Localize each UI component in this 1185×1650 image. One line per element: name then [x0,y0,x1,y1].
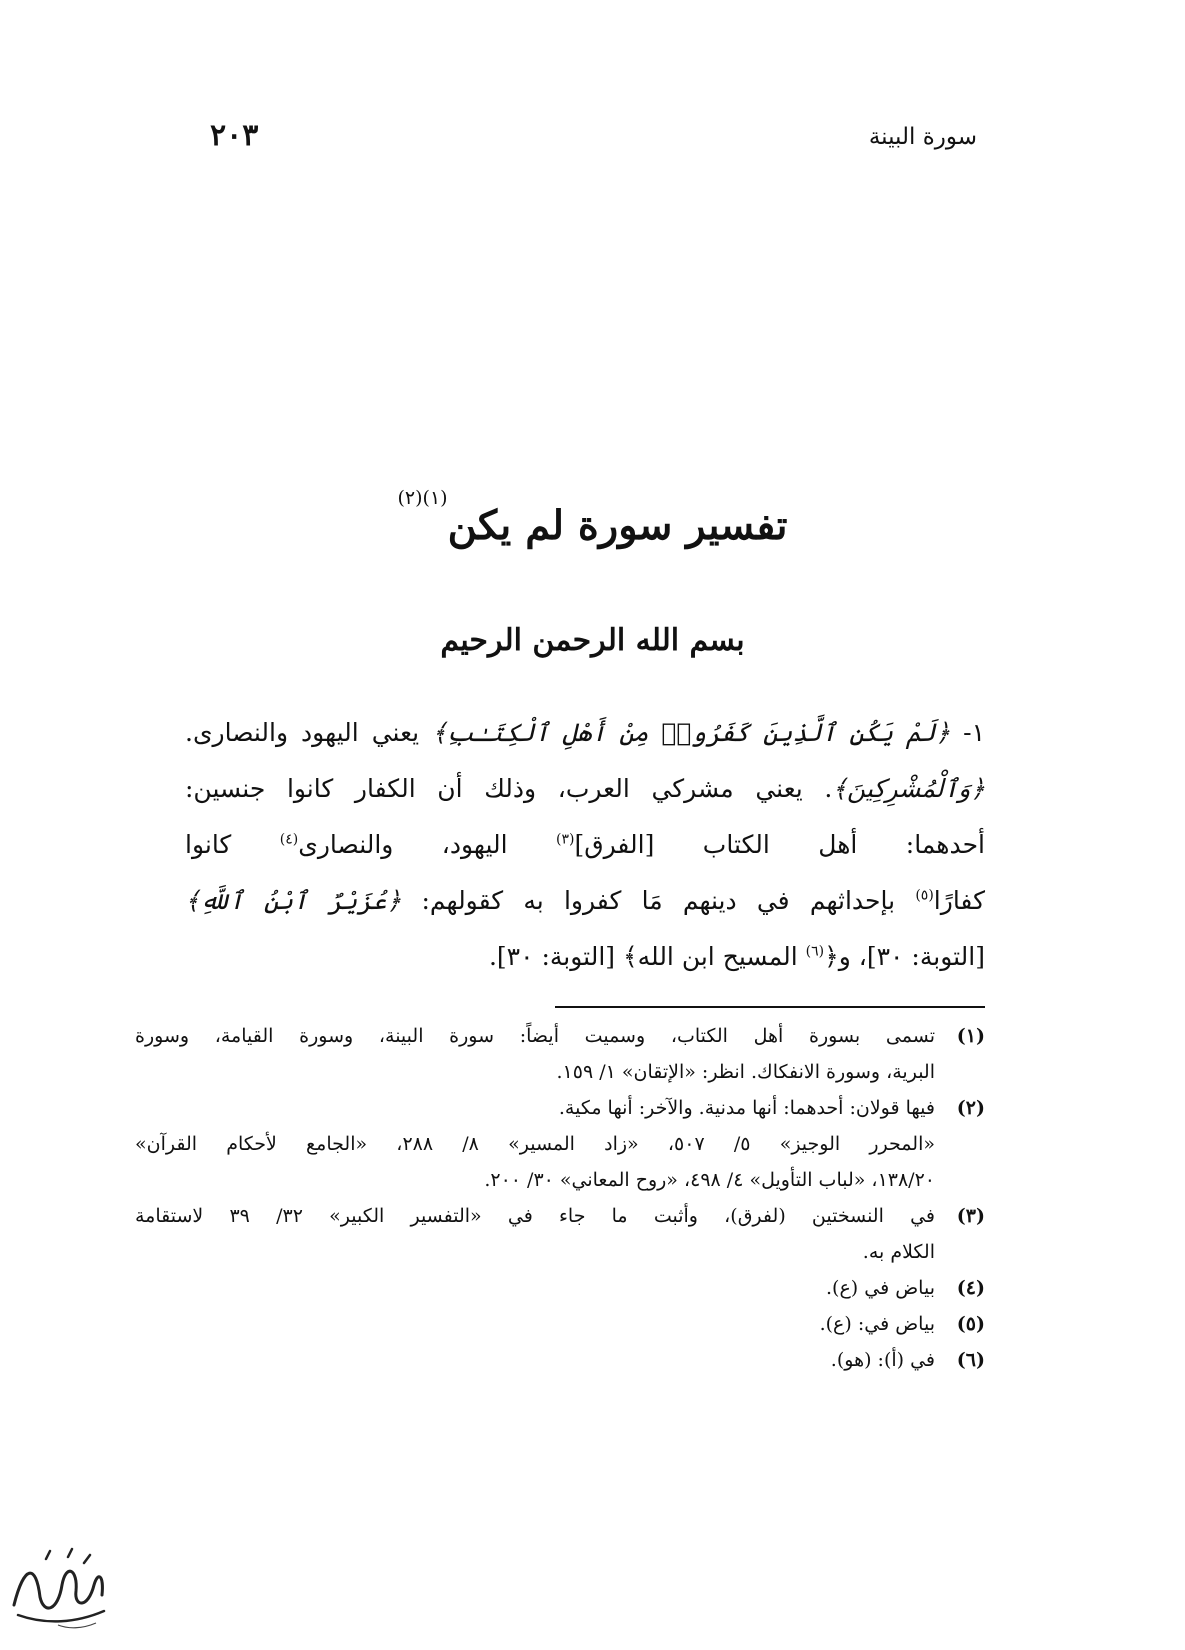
body-text-run: بإحداثهم في دينهم مَا كفروا به كقولهم: [401,886,916,915]
calligraphic-stamp-icon [6,1545,110,1633]
footnote-line: في النسختين (لفرق)، وأثبت ما جاء في «التفسير الكبير» ٣٢/ ٣٩ لاستقامة [135,1205,935,1227]
footnote-line: فيها قولان: أحدهما: أنها مدنية. والآخر: أنها مكية. [558,1097,935,1119]
footnote-number: (٢) [956,1097,985,1119]
footnote-number: (٤) [956,1277,985,1299]
footnote-line: «المحرر الوجيز» ٥/ ٥٠٧، «زاد المسير» ٨/ ٢٨٨، «الجامع لأحكام القرآن» [135,1133,935,1155]
body-text-run: يعني اليهود والنصارى. [185,718,433,747]
footnote-number: (٣) [956,1205,985,1227]
footnote-5 [135,1306,985,1342]
verse-number: ١- [950,718,986,747]
chapter-title-text: تفسير سورة لم يكن [447,502,788,549]
running-header [0,118,1185,158]
body-line-2 [185,761,985,817]
body-text-run: كفارًا [933,886,985,915]
body-text-run: [التوبة: ٣٠]، و﴿ [824,942,985,971]
footnote-ref: (٣) [555,831,575,848]
basmala: بسم الله الرحمن الرحيم [440,623,745,658]
footnote-line: في (أ): (هو). [830,1349,935,1371]
chapter-title-refs: (١)(٢) [397,487,448,509]
footnote-line: تسمى بسورة أهل الكتاب، وسميت أيضاً: سورة البينة، وسورة القيامة، وسورة [135,1025,935,1047]
quran-quote: ﴿لَمْ يَكُنِ ٱلَّذِينَ كَفَرُوا۟ مِنْ أَهْلِ ٱلْكِتَـٰبِ﴾ [432,718,951,747]
footnote-ref: (٥) [915,887,934,904]
body-text-run: المسيح ابن الله﴾ [التوبة: ٣٠]. [488,942,806,971]
footnote-ref: (٤) [279,831,299,848]
quran-quote: ﴿عُزَيْرٌ ٱبْنُ ٱللَّهِ﴾ [185,886,402,915]
body-text-run: أحدهما: أهل الكتاب [الفرق] [574,830,985,859]
footnote-4 [135,1270,985,1306]
footnote-number: (١) [956,1025,985,1047]
footnote-ref: (٦) [805,943,825,960]
footnote-number: (٦) [956,1349,985,1371]
body-line-5 [185,929,985,985]
footnote-6 [135,1342,985,1378]
surah-name: سورة البينة [868,124,977,150]
footnote-1 [135,1018,985,1090]
body-text-run: . يعني مشركي العرب، وذلك أن الكفار كانوا جنسين: [185,774,833,803]
quran-quote: ﴿وَٱلْمُشْرِكِينَ﴾ [832,774,985,803]
footnote-2 [135,1090,985,1198]
footnote-line: بياض في (ع). [826,1277,935,1299]
footnote-3 [135,1198,985,1270]
footnote-line: الكلام به. [862,1241,935,1263]
footnote-number: (٥) [956,1313,985,1335]
body-text-run: كانوا [185,830,280,859]
body-text [185,705,985,985]
footnote-line: البرية، وسورة الانفكاك. انظر: «الإتقان» ١/ ١٥٩. [556,1061,935,1083]
body-text-run: اليهود، والنصارى [298,830,556,859]
footnote-line: ١٣٨/٢٠، «لباب التأويل» ٤/ ٤٩٨، «روح المعاني» ٣٠/ ٢٠٠. [484,1169,935,1191]
footnote-separator [555,1006,985,1008]
body-line-3 [185,817,985,873]
footnote-line: بياض في: (ع). [819,1313,935,1335]
footnotes [135,1018,985,1378]
body-line-4 [185,873,985,929]
chapter-title [0,487,1185,549]
page-number: ٢٠٣ [210,118,259,153]
body-line-1 [185,705,985,761]
